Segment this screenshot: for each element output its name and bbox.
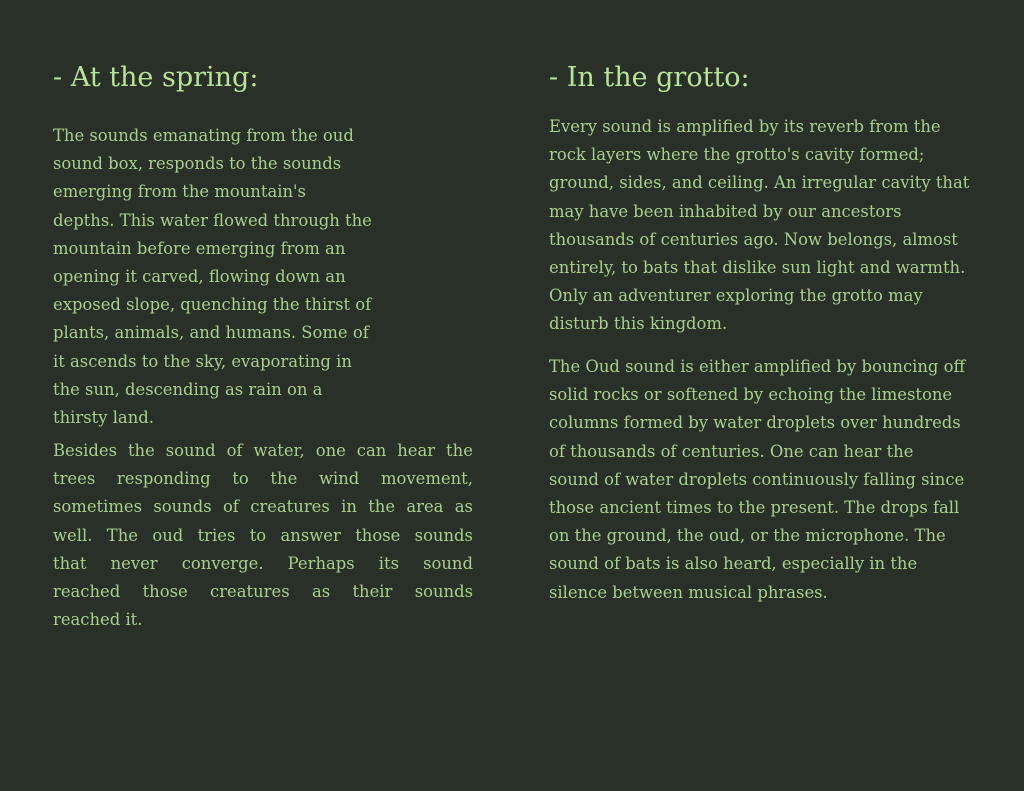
text-line: reached it. bbox=[53, 610, 143, 630]
text-line: depths. This water flowed through the bbox=[53, 210, 372, 230]
word: The bbox=[106, 525, 138, 545]
text-line: solid rocks or softened by echoing the limestone bbox=[549, 385, 953, 405]
word: well. bbox=[53, 525, 93, 545]
grotto-heading: - In the grotto: bbox=[549, 62, 750, 93]
word: to bbox=[232, 469, 249, 489]
text-line: sound of water droplets continuously falling since bbox=[549, 469, 965, 489]
word: water, bbox=[253, 441, 305, 460]
text-line: entirely, to bats that dislike sun light and warmth. bbox=[549, 258, 966, 278]
word: wind bbox=[318, 469, 360, 489]
word: sounds bbox=[414, 525, 473, 545]
text-line bbox=[53, 550, 473, 578]
word: the bbox=[127, 441, 155, 460]
text-line: columns formed by water droplets over hundreds bbox=[549, 413, 961, 433]
word: creatures bbox=[250, 497, 330, 517]
word: Besides bbox=[53, 441, 118, 460]
word: area bbox=[406, 497, 444, 517]
word: sometimes bbox=[53, 497, 143, 517]
word: the bbox=[368, 497, 396, 517]
spring-heading: - At the spring: bbox=[53, 62, 259, 93]
word: never bbox=[110, 553, 158, 573]
word: to bbox=[249, 525, 267, 545]
word: tries bbox=[197, 525, 236, 545]
word: answer bbox=[280, 525, 341, 545]
spring-paragraph-1 bbox=[53, 122, 372, 432]
word: creatures bbox=[210, 582, 290, 602]
word: in bbox=[341, 497, 357, 517]
word: Perhaps bbox=[287, 553, 355, 573]
word: oud bbox=[152, 525, 184, 545]
text-line: sound of bats is also heard, especially in the bbox=[549, 554, 918, 574]
word: as bbox=[454, 497, 473, 517]
text-line: Every sound is amplified by its reverb from the bbox=[549, 117, 941, 136]
word: those bbox=[355, 525, 401, 545]
word: their bbox=[352, 582, 393, 602]
word: of bbox=[222, 497, 239, 517]
text-line: it ascends to the sky, evaporating in bbox=[53, 351, 352, 371]
text-line: opening it carved, flowing down an bbox=[53, 267, 346, 287]
word: hear bbox=[397, 441, 436, 460]
text-line bbox=[53, 578, 473, 606]
word: as bbox=[311, 582, 331, 602]
word: movement, bbox=[380, 469, 473, 489]
word: the bbox=[446, 441, 473, 460]
text-line: thousands of centuries ago. Now belongs, almost bbox=[549, 229, 958, 249]
word: its bbox=[378, 553, 400, 573]
word: can bbox=[356, 441, 387, 460]
text-line bbox=[53, 522, 473, 550]
text-line: The Oud sound is either amplified by bouncing off bbox=[549, 357, 966, 376]
text-line: The sounds emanating from the oud bbox=[53, 126, 354, 145]
text-line bbox=[53, 465, 473, 493]
text-line: rock layers where the grotto's cavity formed; bbox=[549, 145, 925, 165]
word: one bbox=[315, 441, 346, 460]
word: sound bbox=[165, 441, 216, 460]
text-line bbox=[53, 437, 473, 465]
text-line: those ancient times to the present. The drops fall bbox=[549, 498, 960, 518]
word: trees bbox=[53, 469, 96, 489]
word: the bbox=[270, 469, 298, 489]
text-line: ground, sides, and ceiling. An irregular cavity that bbox=[549, 173, 970, 193]
text-line: the sun, descending as rain on a bbox=[53, 379, 323, 399]
text-line: Only an adventurer exploring the grotto may bbox=[549, 286, 923, 306]
spring-paragraph-2 bbox=[53, 437, 473, 634]
word: reached bbox=[53, 582, 121, 602]
word: converge. bbox=[181, 553, 264, 573]
word: those bbox=[142, 582, 188, 602]
text-line bbox=[53, 493, 473, 521]
text-line: sound box, responds to the sounds bbox=[53, 154, 342, 174]
word: responding bbox=[116, 469, 211, 489]
word: of bbox=[226, 441, 243, 460]
grotto-paragraph-2 bbox=[549, 353, 965, 607]
text-line: plants, animals, and humans. Some of bbox=[53, 323, 369, 343]
text-line: mountain before emerging from an bbox=[53, 238, 346, 258]
grotto-paragraph-1 bbox=[549, 113, 969, 339]
text-line: thirsty land. bbox=[53, 408, 154, 428]
text-line: disturb this kingdom. bbox=[549, 314, 728, 334]
text-line: emerging from the mountain's bbox=[53, 182, 306, 202]
word: sounds bbox=[153, 497, 212, 517]
text-line: exposed slope, quenching the thirst of bbox=[53, 295, 372, 315]
text-line: on the ground, the oud, or the microphone. The bbox=[549, 526, 946, 546]
word: that bbox=[53, 553, 87, 573]
word: sound bbox=[423, 553, 473, 573]
text-line: of thousands of centuries. One can hear the bbox=[549, 441, 914, 461]
text-line: silence between musical phrases. bbox=[549, 582, 828, 602]
text-line: may have been inhabited by our ancestors bbox=[549, 201, 902, 221]
word: sounds bbox=[414, 582, 473, 602]
